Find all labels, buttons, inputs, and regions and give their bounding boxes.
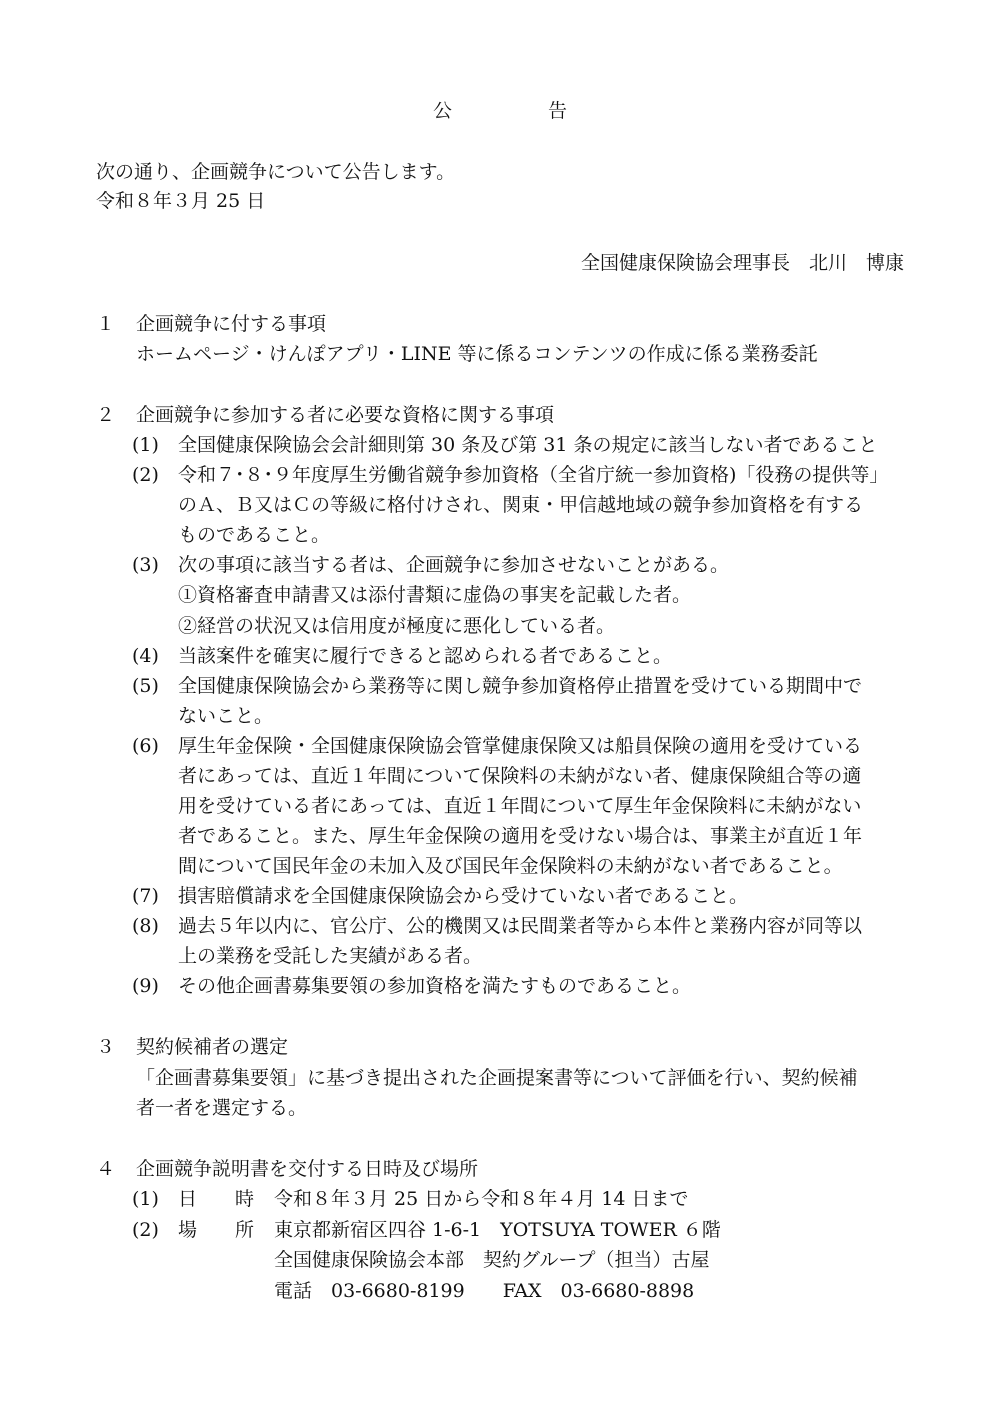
item-value: 令和８年３月 25 日から令和８年４月 14 日まで — [274, 1188, 689, 1210]
item-label: 場 所 — [178, 1219, 255, 1241]
item-number: (5) — [132, 675, 159, 697]
item-line: ②経営の状況又は信用度が極度に悪化している者。 — [178, 615, 616, 637]
section1-body: ホームページ・けんぽアプリ・LINE 等に係るコンテンツの作成に係る業務委託 — [136, 343, 818, 365]
contact-line: 電話 03-6680-8199 FAX 03-6680-8898 — [274, 1280, 695, 1302]
section2-item-5 — [132, 671, 862, 701]
section4-item-1 — [132, 1184, 689, 1214]
item-label: 日 時 — [178, 1188, 255, 1210]
item-number: (8) — [132, 915, 159, 937]
item-number: (3) — [132, 554, 159, 576]
section3-number: ３ — [96, 1036, 116, 1058]
item-number: (1) — [132, 434, 159, 456]
address: 東京都新宿区四谷 1-6-1 YOTSUYA TOWER ６階 — [274, 1219, 721, 1241]
item-line: 過去５年以内に、官公庁、公的機関又は民間業者等から本件と業務内容が同等以 — [178, 915, 863, 937]
item-line: ないこと。 — [178, 705, 274, 727]
title-char-left: 公 — [432, 100, 452, 122]
item-line: のＡ、Ｂ又はＣの等級に格付けされ、関東・甲信越地域の競争参加資格を有する — [178, 494, 864, 516]
item-number: (4) — [132, 645, 159, 667]
section2-title: 企画競争に参加する者に必要な資格に関する事項 — [136, 404, 555, 426]
section2-item-2 — [132, 460, 888, 490]
item-line: その他企画書募集要領の参加資格を満たすものであること。 — [178, 975, 692, 997]
item-line: 者であること。また、厚生年金保険の適用を受けない場合は、事業主が直近１年 — [178, 825, 863, 847]
item-number: (6) — [132, 735, 159, 757]
item-line: 者にあっては、直近１年間について保険料の未納がない者、健康保険組合等の適 — [178, 765, 862, 787]
section2-item-3 — [132, 550, 729, 580]
item-line: ものであること。 — [178, 524, 331, 546]
item-line: 間について国民年金の未加入及び国民年金保険料の未納がない者であること。 — [178, 855, 843, 877]
item-number: (7) — [132, 885, 159, 907]
section2-item-9 — [132, 971, 691, 1001]
item-line: 次の事項に該当する者は、企画競争に参加させないことがある。 — [178, 554, 730, 576]
section2-item-8 — [132, 911, 862, 941]
section3-heading — [96, 1032, 288, 1062]
section3-line: 「企画書募集要領」に基づき提出された企画提案書等について評価を行い、契約候補 — [136, 1067, 858, 1089]
section4-item-2 — [132, 1215, 721, 1245]
item-line: 全国健康保険協会会計細則第 30 条及び第 31 条の規定に該当しない者であること — [178, 434, 878, 456]
issuer-name: 北川 博康 — [808, 252, 904, 274]
issuer-title: 全国健康保険協会理事長 — [580, 252, 790, 274]
item-number: (9) — [132, 975, 159, 997]
office-line: 全国健康保険協会本部 契約グループ（担当）古屋 — [274, 1249, 710, 1271]
section3-line: 者一者を選定する。 — [136, 1097, 308, 1119]
notice-date: 令和８年３月 25 日 — [96, 190, 266, 212]
section1-heading — [96, 309, 326, 339]
item-line: 令和７･８･９年度厚生労働省競争参加資格（全省庁統一参加資格)「役務の提供等」 — [178, 464, 889, 486]
section2-item-7 — [132, 881, 748, 911]
issuer-signature — [581, 248, 904, 278]
item-line: 当該案件を確実に履行できると認められる者であること。 — [178, 645, 673, 667]
document-title — [0, 96, 1000, 126]
section4-number: ４ — [96, 1158, 116, 1180]
item-number: (2) — [132, 464, 159, 486]
item-line: 損害賠償請求を全国健康保険協会から受けていない者であること。 — [178, 885, 749, 907]
section3-title: 契約候補者の選定 — [136, 1036, 289, 1058]
item-line: 上の業務を受託した実績がある者。 — [178, 945, 483, 967]
section4-title: 企画競争説明書を交付する日時及び場所 — [136, 1158, 479, 1180]
section2-heading — [96, 400, 554, 430]
section2-item-6 — [132, 731, 862, 761]
section2-item-1 — [132, 430, 878, 460]
section2-item-4 — [132, 641, 672, 671]
item-line: 全国健康保険協会から業務等に関し競争参加資格停止措置を受けている期間中で — [178, 675, 863, 697]
title-char-right: 告 — [548, 100, 568, 122]
section1-title: 企画競争に付する事項 — [136, 313, 327, 335]
item-line: 厚生年金保険・全国健康保険協会管掌健康保険又は船員保険の適用を受けている — [178, 735, 863, 757]
item-line: 用を受けている者にあっては、直近１年間について厚生年金保険料に未納がない — [178, 795, 862, 817]
section4-heading — [96, 1154, 478, 1184]
item-line: ①資格審査申請書又は添付書類に虚偽の事実を記載した者。 — [178, 584, 692, 606]
section2-number: ２ — [96, 404, 116, 426]
intro-text: 次の通り、企画競争について公告します。 — [96, 161, 456, 183]
item-number: (2) — [132, 1219, 159, 1241]
item-number: (1) — [132, 1188, 159, 1210]
section1-number: １ — [96, 313, 116, 335]
